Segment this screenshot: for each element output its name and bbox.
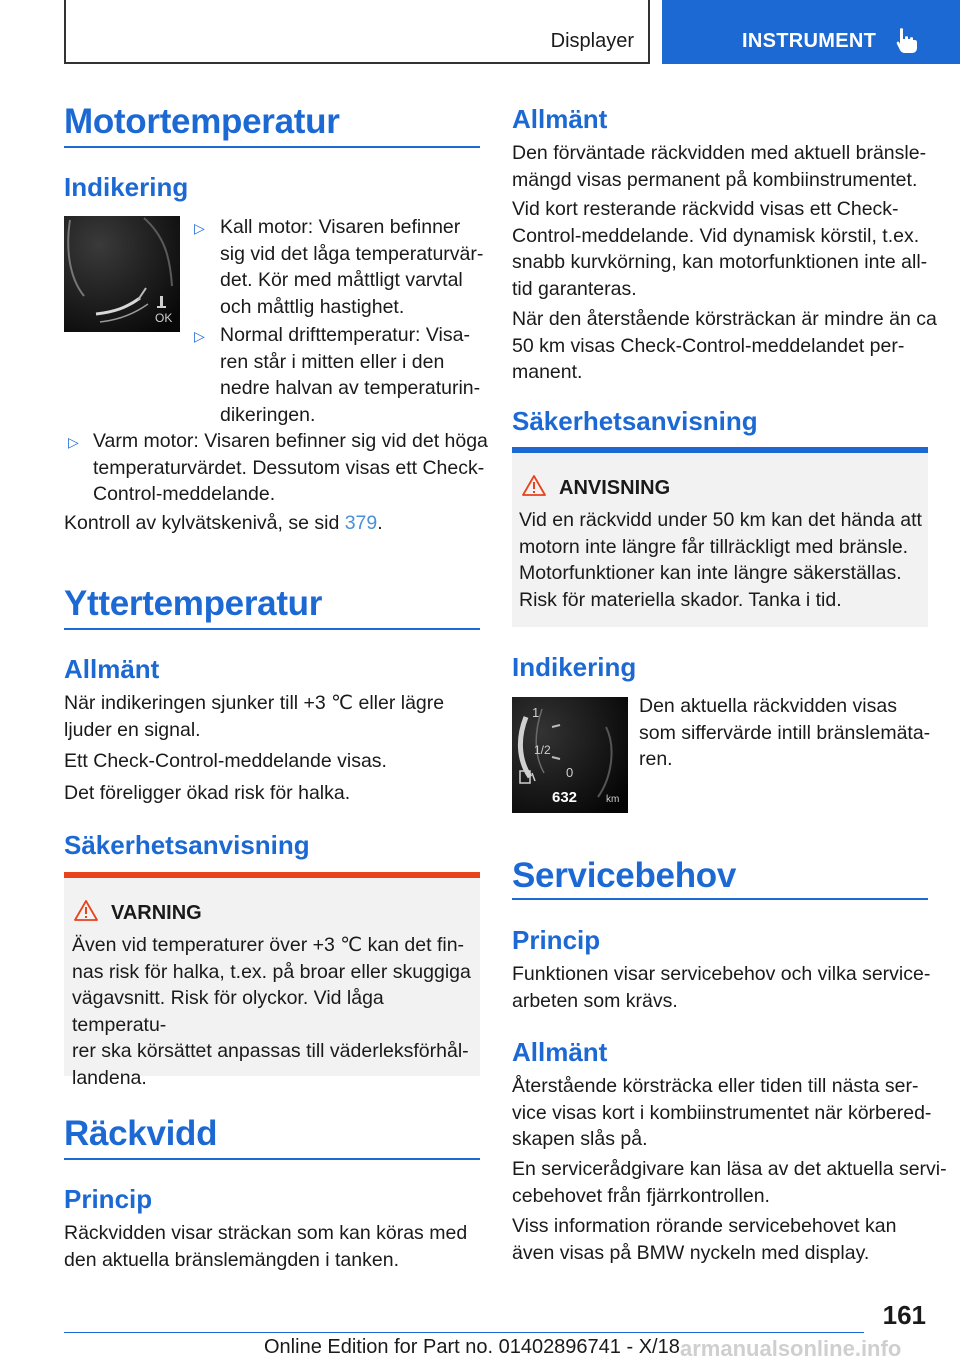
heading-rule — [64, 1158, 480, 1160]
bullet-varm-motor: Varm motor: Visaren befinner sig vid det höga temperaturvärdet. Dessutom visas ett Check- Control-meddelande. — [93, 430, 488, 505]
mindre-an-text: När den återstående körsträckan är mindre än ca 50 km visas Check-Control-meddelandet per- manent. — [512, 308, 937, 383]
princip-heading: Princip — [64, 1184, 153, 1214]
allmant2-heading-right: Allmänt — [512, 1037, 608, 1067]
kort-rackvidd-text: Vid kort resterande räckvidd visas ett Check- Control-meddelande. Vid dynamisk körstil, t.ex. snabb kurvkörning, kan motorfunktionen inte all- tid garanteras. — [512, 198, 928, 300]
bullet-kall-motor: Kall motor: Visaren befinner sig vid det låga temperaturvär- det. Kör med måttligt varvtal och måttlig hastighet. — [220, 216, 484, 318]
allmant-heading: Allmänt — [64, 654, 160, 684]
bullet-triangle-icon: ▷ — [194, 328, 205, 344]
warning-text: Även vid temperaturer över +3 ℃ kan det fin- nas risk för halka, t.ex. på broar eller skuggiga vägavsnitt. Risk för olyckor. Vid låga temperatu- rer ska körsättet anpassas till väderleksförhål- landena. — [72, 934, 471, 1089]
yttertemperatur-heading: Yttertemperatur — [64, 584, 323, 623]
heading-rule — [64, 146, 480, 148]
viss-information-text: Viss information rörande servicebehovet kan även visas på BMW nyckeln med display. — [512, 1215, 897, 1264]
heading-rule — [64, 628, 480, 630]
section-title: Displayer — [550, 30, 634, 52]
warning-triangle-icon — [74, 900, 98, 921]
footer-rule — [64, 1332, 864, 1333]
notice-label: ANVISNING — [559, 477, 671, 499]
fuel-empty-label: 0 — [566, 765, 574, 780]
watermark: armanualsonline.info — [680, 1336, 902, 1361]
fuel-gauge-image — [512, 697, 628, 813]
page-link-379[interactable]: 379 — [344, 512, 378, 534]
range-unit: km — [606, 794, 620, 805]
servicaradgivare-text: En servicerådgivare kan läsa av det aktuella servi- cebehovet från fjärrkontrollen. — [512, 1158, 947, 1207]
chapter-tab[interactable] — [662, 0, 960, 64]
bullet-triangle-icon: ▷ — [68, 434, 79, 450]
warning-bar — [64, 872, 480, 878]
warning-label: VARNING — [111, 902, 202, 924]
range-value: 632 — [552, 789, 578, 806]
kontroll-text: Kontroll av kylvätskenivå, se sid 379. — [64, 512, 383, 534]
page-number: 161 — [882, 1300, 926, 1330]
header-box — [64, 0, 650, 64]
notice-text: Vid en räckvidd under 50 km kan det hända att motorn inte längre får tillräckligt med bränsle. Motorfunktioner kan inte längre säkerställas. Risk för materiella skador. Tanka i tid. — [519, 509, 922, 611]
warning-box — [64, 872, 480, 1089]
aterstaende-text: Återstående körsträcka eller tiden till nästa ser- vice visas kort i kombiinstrumentet när körbered- skapen slås på. — [512, 1075, 932, 1150]
allmant-text: När indikeringen sjunker till +3 ℃ eller lägre ljuder en signal. — [64, 692, 445, 741]
temperature-gauge-image — [64, 216, 180, 332]
princip-text: Räckvidden visar sträckan som kan köras med den aktuella bränslemängden i tanken. — [64, 1222, 468, 1271]
risk-halka-text: Det föreligger ökad risk för halka. — [64, 782, 351, 804]
notice-box — [512, 447, 928, 627]
princip-right-text: Funktionen visar servicebehov och vilka service- arbeten som krävs. — [512, 963, 931, 1012]
indikering-heading-right: Indikering — [512, 652, 637, 682]
bullet-triangle-icon: ▷ — [194, 220, 205, 236]
heading-rule — [512, 898, 928, 900]
sakerhetsanvisning-heading-right: Säkerhetsanvisning — [512, 406, 758, 436]
bullet-normal-drift: Normal drifttemperatur: Visa- ren står i mitten eller i den nedre halvan av temperaturin- dikeringen. — [220, 324, 481, 426]
motortemperatur-heading: Motortemperatur — [64, 102, 340, 141]
gauge-ok-label: OK — [155, 311, 173, 325]
fuel-full-label: 1 — [532, 705, 540, 720]
fuel-half-label: 1/2 — [534, 743, 551, 757]
allmant-right-text: Den förväntade räckvidden med aktuell bränsle- mängd visas permanent på kombiinstrumentet. — [512, 142, 927, 191]
pointing-hand-icon — [896, 28, 918, 54]
servicebehov-heading: Servicebehov — [512, 856, 737, 895]
sakerhetsanvisning-heading: Säkerhetsanvisning — [64, 830, 310, 860]
notice-triangle-icon — [522, 475, 546, 496]
edition-text: Online Edition for Part no. 01402896741 - X/18 — [264, 1336, 680, 1358]
indikering-right-text: Den aktuella räckvidden visas som siffervärde intill bränslemäta- ren. — [639, 695, 931, 770]
notice-bar — [512, 447, 928, 453]
chapter-tab-label: INSTRUMENT — [742, 30, 877, 52]
check-control-text: Ett Check-Control-meddelande visas. — [64, 750, 387, 772]
indikering-heading: Indikering — [64, 172, 189, 202]
rackvidd-heading: Räckvidd — [64, 1114, 218, 1153]
allmant-heading-right: Allmänt — [512, 104, 608, 134]
princip-heading-right: Princip — [512, 925, 601, 955]
